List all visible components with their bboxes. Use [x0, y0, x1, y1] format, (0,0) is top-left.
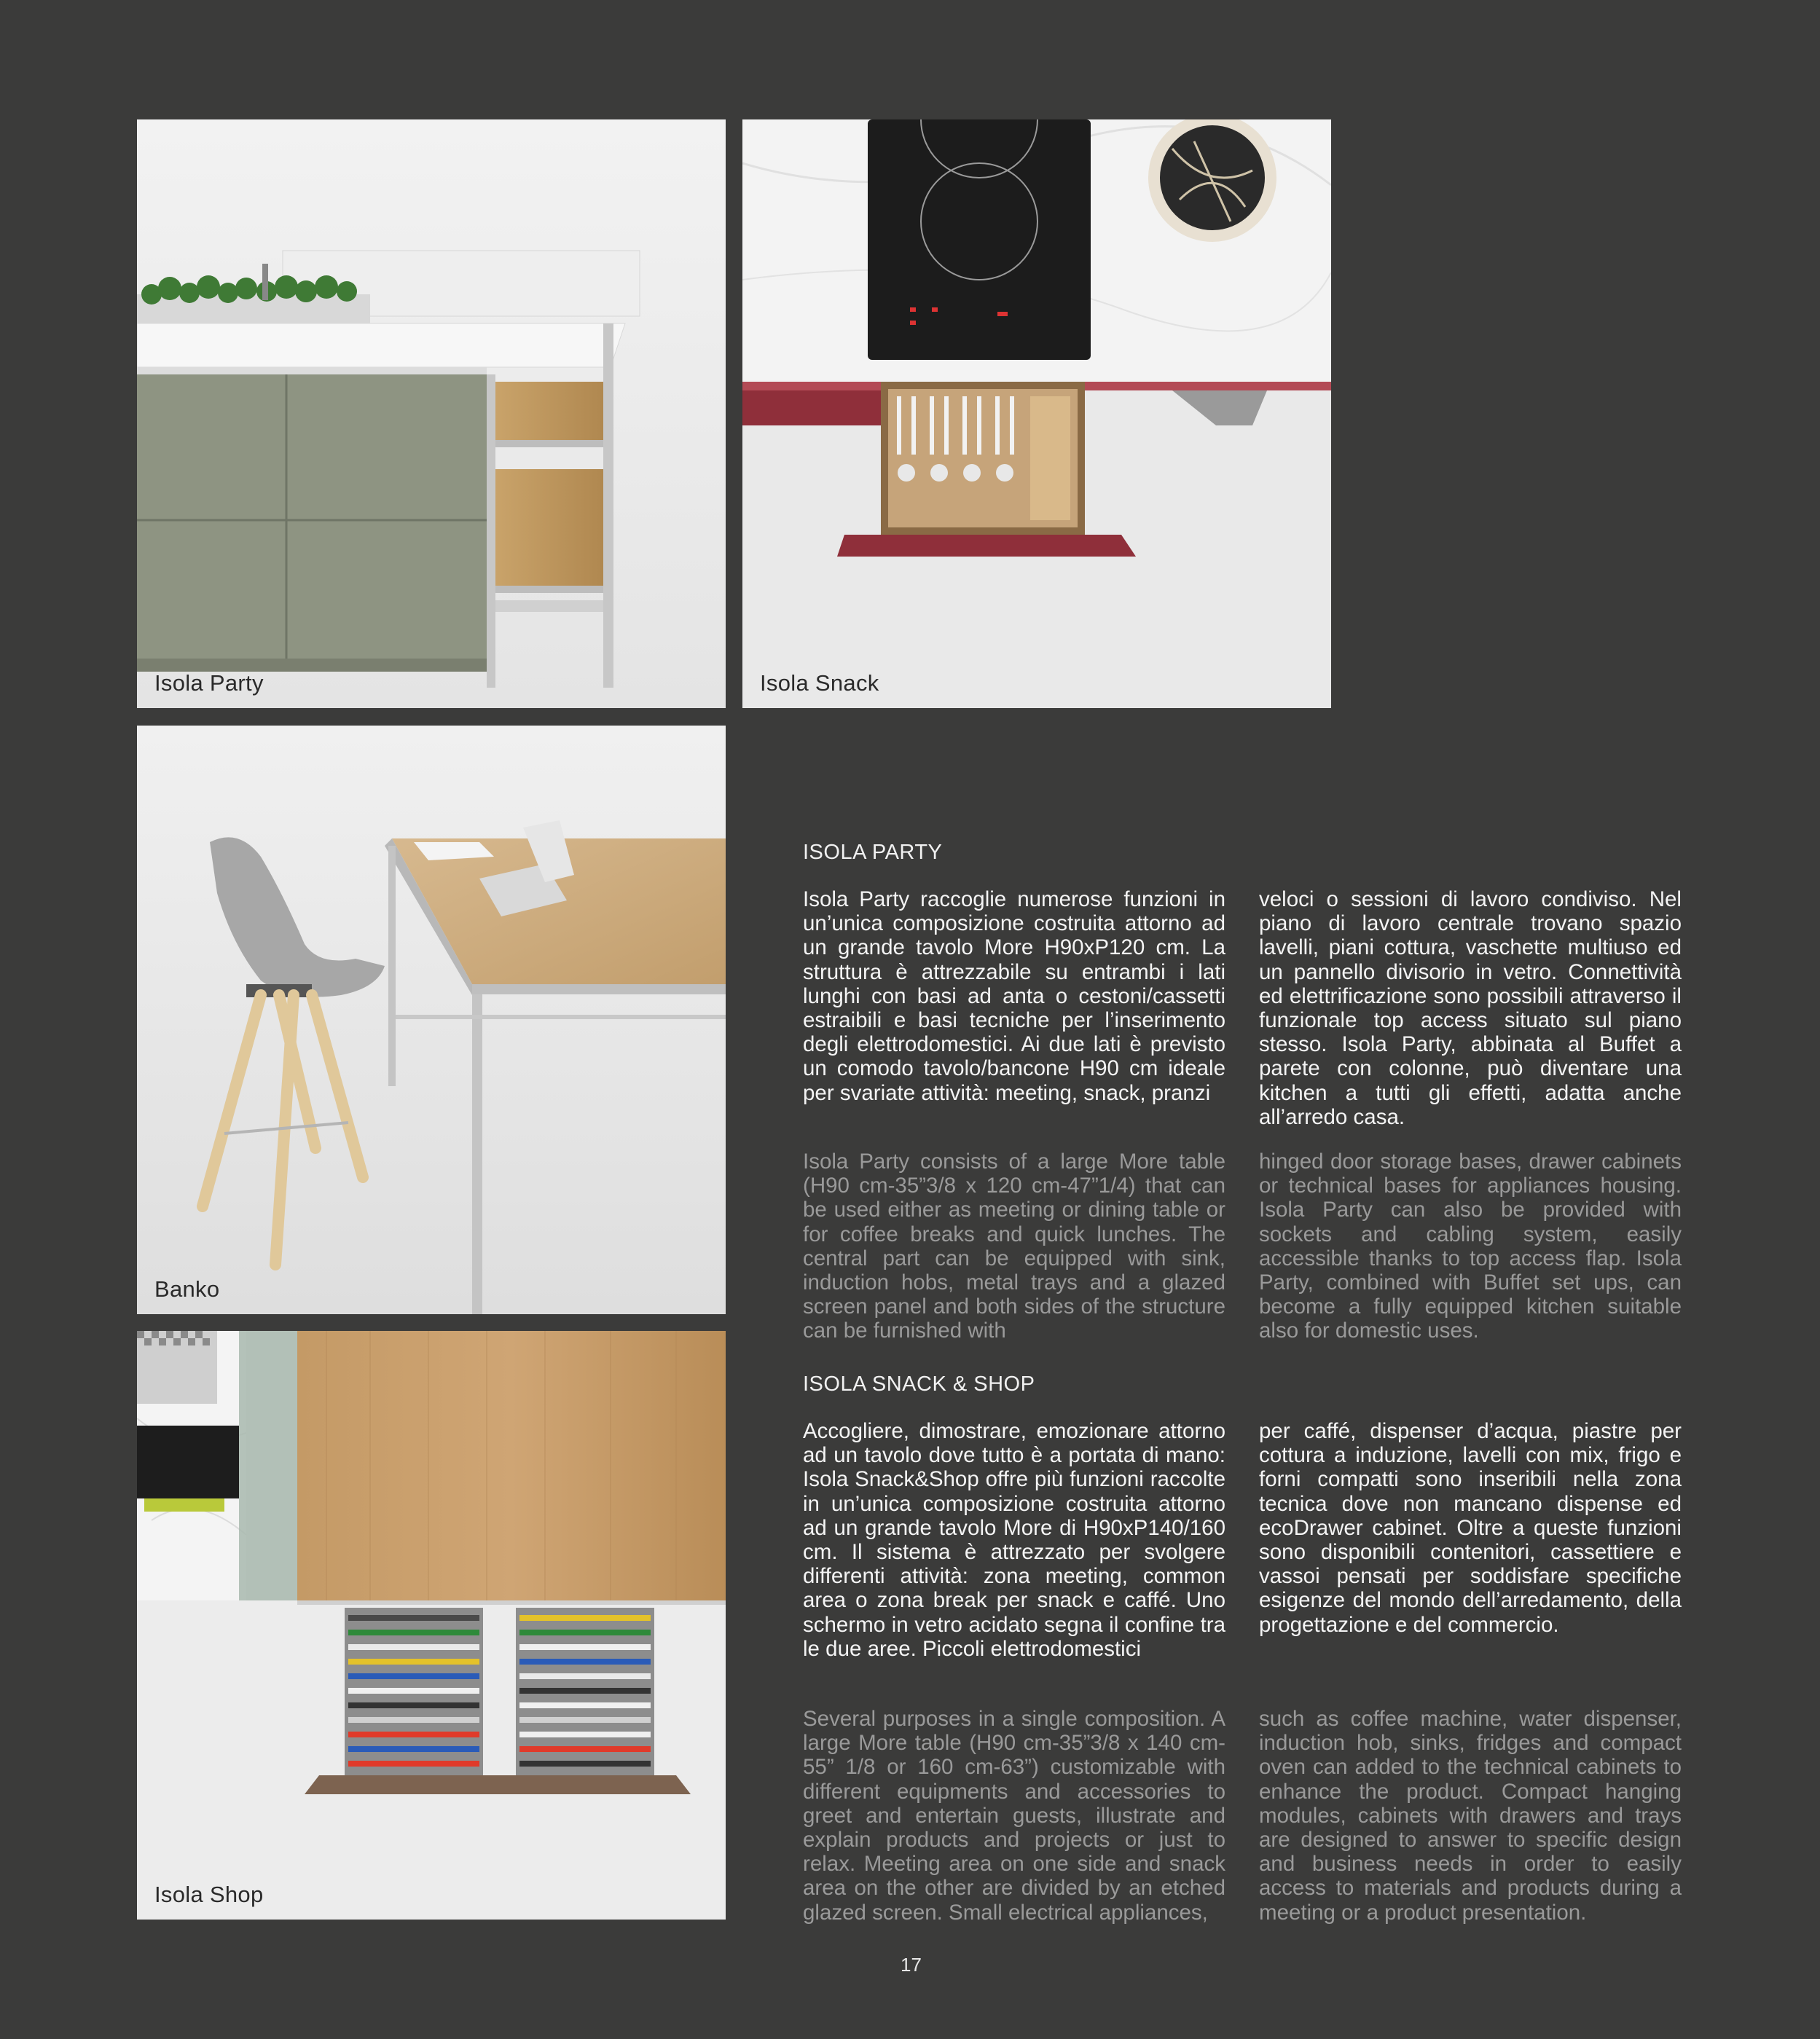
photo-banko: [137, 726, 726, 1314]
photo-caption: Banko: [154, 1276, 220, 1302]
isola-party-english-left: Isola Party consists of a large More table (H90 cm-35”3/8 x 120 cm-47”1/4) that can be used either as meeting or dining table or for coffee breaks and quick lunches. The central part can be equipped with sink, induction hobs, metal trays and a glazed screen panel and both sides of the structure can be furnished with: [803, 1150, 1225, 1343]
isola-party-illustration: [137, 119, 726, 708]
isola-party-italian-left: Isola Party raccoglie numerose funzioni in un’unica composizione costruita attorno ad un grande tavolo More H90xP120 cm. La struttura è attrezzabile su entrambi i lati lunghi con basi ad anta o cestoni/cassetti estraibili e basi tecniche per l’inserimento degli elettrodomestici. Ai due lati è previsto un comodo tavolo/bancone H90 cm ideale per svariate attività: meeting, snack, pranzi: [803, 887, 1225, 1105]
isola-snack-italian-right: per caffé, dispenser d’acqua, piastre per cottura a induzione, lavelli con mix, frigo e forni compatti sono inseribili nella zona tecnica dove non mancano dispense ed ecoDrawer cabinet. Oltre a queste funzioni sono disponibili contenitori, cassettiere e vassoi pensati per soddisfare specifiche esigenze del mondo dell’arredamento, della progettazione e del commercio.: [1259, 1419, 1682, 1637]
photo-caption: Isola Shop: [154, 1882, 264, 1907]
isola-party-italian-right: veloci o sessioni di lavoro condiviso. Nel piano di lavoro centrale trovano spazio lavelli, piani cottura, vaschette multiuso ed un pannello divisorio in vetro. Connettività ed elettrificazione sono possibili attraverso il funzionale top access situato sul piano stesso. Isola Party, abbinata al Buffet a parete con colonne, può diventare una kitchen a tutti gli effetti, adatta anche all’arredo casa.: [1259, 887, 1682, 1129]
banko-illustration: [137, 726, 726, 1314]
section-title-isola-party: ISOLA PARTY: [803, 841, 943, 864]
isola-party-english-right: hinged door storage bases, drawer cabinets or technical bases for appliances housing. Isola Party can also be provided with sockets and cabling system, easily accessible thanks to top access flap. Isola Party, combined with Buffet set ups, can become a fully equipped kitchen suitable also for domestic uses.: [1259, 1150, 1682, 1343]
page-number: 17: [901, 1954, 922, 1976]
photo-caption: Isola Snack: [760, 670, 879, 696]
isola-snack-english-left: Several purposes in a single composition. A large More table (H90 cm-35”3/8 x 140 cm-55” 1/8 or 160 cm-63”) customizable with different equipments and accessories to greet and entertain guests, illustrate and explain products and projects or just to relax. Meeting area on one side and snack area on the other are divided by an etched glazed screen. Small electrical appliances,: [803, 1707, 1225, 1925]
photo-isola-party: [137, 119, 726, 708]
section-title-isola-snack-shop: ISOLA SNACK & SHOP: [803, 1372, 1035, 1396]
photo-isola-snack: [742, 119, 1331, 708]
isola-snack-italian-left: Accogliere, dimostrare, emozionare attorno ad un tavolo dove tutto è a portata di mano: Isola Snack&Shop offre più funzioni raccolte in un’unica composizione costruita attorno ad un grande tavolo More di H90xP140/160 cm. Il sistema è attrezzato per svolgere differenti attività: zona meeting, common area o zona break per snack e caffé. Uno schermo in vetro acidato segna il confine tra le due aree. Piccoli elettrodomestici: [803, 1419, 1225, 1661]
isola-shop-illustration: [137, 1331, 726, 1920]
isola-snack-english-right: such as coffee machine, water dispenser, induction hob, sinks, fridges and compact oven can added to the technical cabinets to enhance the product. Compact hanging modules, cabinets with drawers and trays are designed to answer to specific design and business needs in order to easily access to materials and products during a meeting or a product presentation.: [1259, 1707, 1682, 1925]
photo-isola-shop: [137, 1331, 726, 1920]
photo-caption: Isola Party: [154, 670, 264, 696]
isola-snack-illustration: [742, 119, 1331, 708]
